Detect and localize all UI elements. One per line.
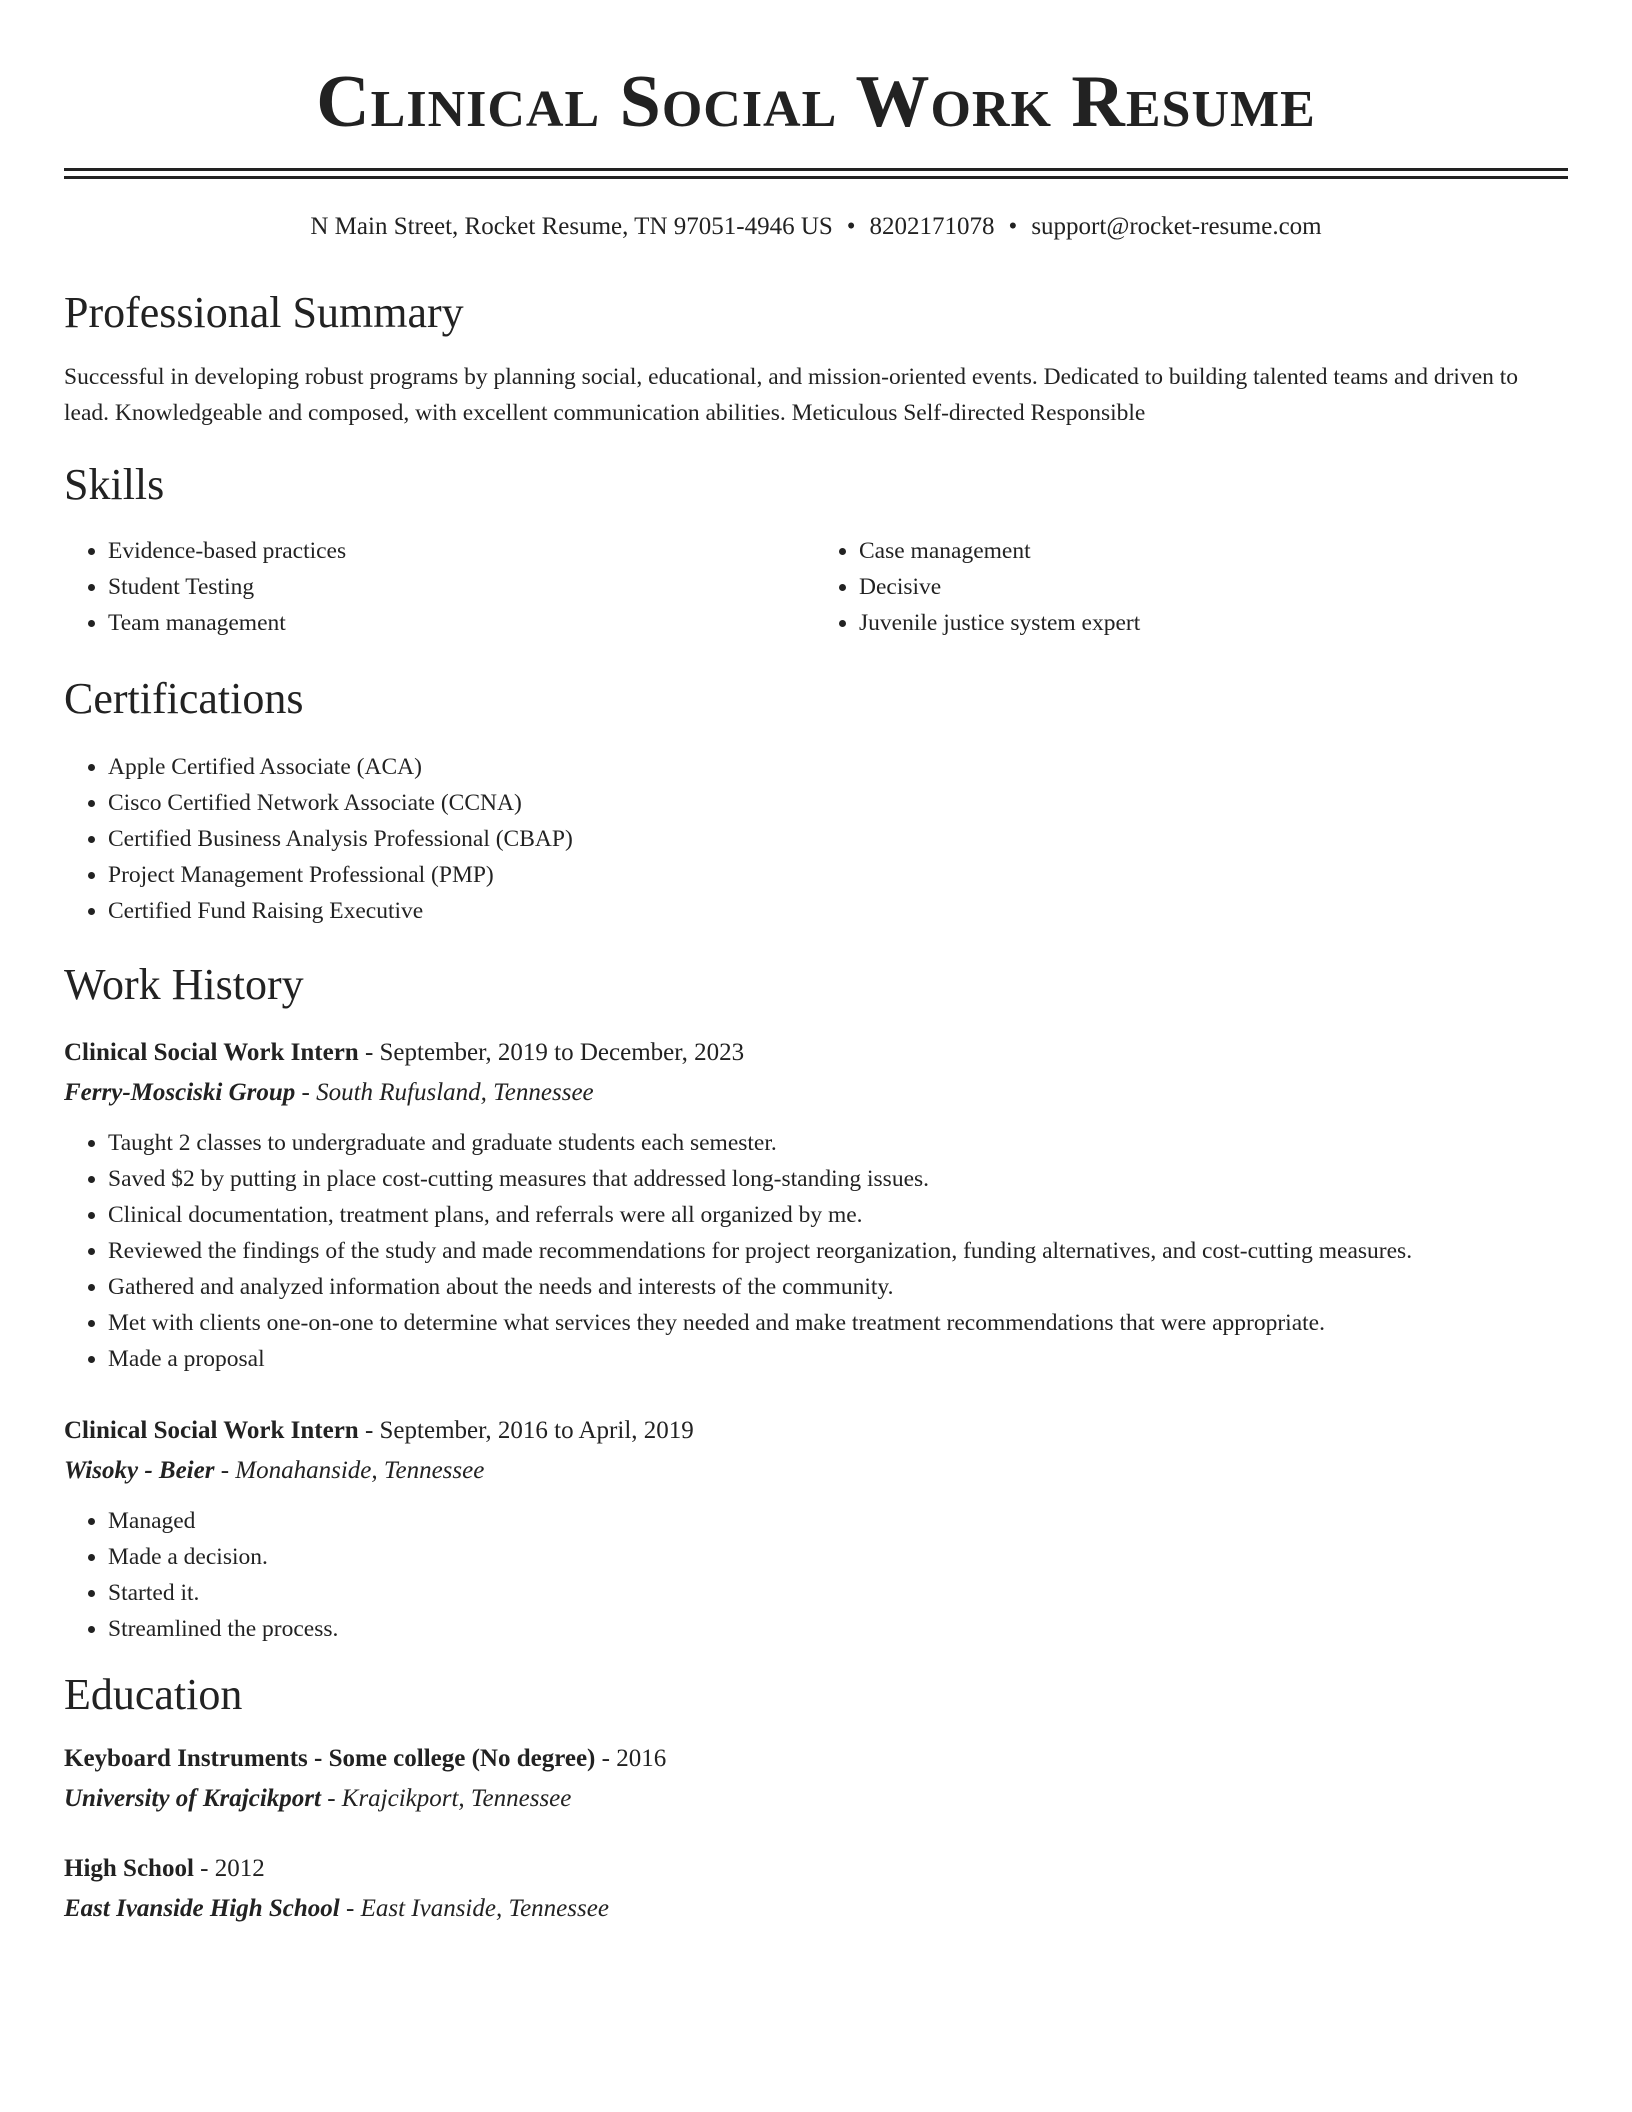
certification-item: • Certified Fund Raising Executive: [108, 893, 1568, 929]
skills-column-1: [64, 533, 817, 641]
summary-heading: Professional Summary: [64, 288, 464, 337]
certification-item: • Project Management Professional (PMP): [108, 857, 1568, 893]
certification-item: • Certified Business Analysis Professional (CBAP): [108, 821, 1568, 857]
job-organization: Wisoky - Beier: [64, 1457, 215, 1484]
job-bullet: • Met with clients one-on-one to determine what services they needed and make treatment recommendations that were appropriate.: [108, 1305, 1568, 1341]
education-location: - Krajcikport, Tennessee: [320, 1785, 572, 1812]
contact-separator: •: [1008, 213, 1018, 240]
skill-item: • Student Testing: [108, 569, 817, 605]
education-year: - 2012: [193, 1855, 265, 1882]
certification-item: • Apple Certified Associate (ACA): [108, 749, 1568, 785]
job-bullet: • Taught 2 classes to undergraduate and graduate students each semester.: [108, 1125, 1568, 1161]
contact-line: [64, 211, 1568, 243]
contact-address: N Main Street, Rocket Resume, TN 97051-4946 US: [310, 213, 833, 240]
education-location: - East Ivanside, Tennessee: [339, 1895, 609, 1922]
education-heading: Education: [64, 1670, 243, 1719]
title-divider: [64, 168, 1568, 179]
education-school-line: [64, 1889, 1568, 1929]
job-bullets: [64, 1503, 1568, 1647]
job-org-line: [64, 1451, 1568, 1491]
job-bullet: • Clinical documentation, treatment plans, and referrals were all organized by me.: [108, 1197, 1568, 1233]
education-school: East Ivanside High School: [64, 1895, 340, 1922]
certifications-list: [64, 749, 1568, 929]
contact-phone: 8202171078: [869, 213, 995, 240]
job-dates: - September, 2016 to April, 2019: [358, 1417, 694, 1444]
job-bullet: • Gathered and analyzed information about the needs and interests of the community.: [108, 1269, 1568, 1305]
job-bullet: • Streamlined the process.: [108, 1611, 1568, 1647]
work-history-heading: Work History: [64, 960, 304, 1009]
job-bullet: • Started it.: [108, 1575, 1568, 1611]
contact-email: support@rocket-resume.com: [1031, 213, 1322, 240]
skill-item: • Juvenile justice system expert: [859, 605, 1568, 641]
education-degree: High School: [64, 1855, 194, 1882]
job-bullets: [64, 1125, 1568, 1377]
job-role: Clinical Social Work Intern: [64, 1417, 359, 1444]
job-title-line: [64, 1033, 1568, 1073]
job-location: - Monahanside, Tennessee: [214, 1457, 485, 1484]
skill-item: • Decisive: [859, 569, 1568, 605]
job-location: - South Rufusland, Tennessee: [295, 1079, 594, 1106]
education-school-line: [64, 1779, 1568, 1819]
education-degree-line: [64, 1849, 1568, 1889]
skill-item: • Team management: [108, 605, 817, 641]
skills-column-2: [817, 533, 1568, 641]
job-org-line: [64, 1073, 1568, 1113]
job-bullet: • Reviewed the findings of the study and made recommendations for project reorganization, funding alternatives, and cost-cutting measures.: [108, 1233, 1568, 1269]
education-degree-line: [64, 1739, 1568, 1779]
job-entry: [64, 1033, 1568, 1377]
skill-item: • Case management: [859, 533, 1568, 569]
skill-item: • Evidence-based practices: [108, 533, 817, 569]
job-role: Clinical Social Work Intern: [64, 1039, 359, 1066]
job-dates: - September, 2019 to December, 2023: [358, 1039, 745, 1066]
certification-item: • Cisco Certified Network Associate (CCNA): [108, 785, 1568, 821]
job-organization: Ferry-Mosciski Group: [64, 1079, 296, 1106]
education-school: University of Krajcikport: [64, 1785, 321, 1812]
resume-title: Clinical Social Work Resume: [316, 61, 1316, 143]
skills-grid: [64, 533, 1568, 641]
summary-text: Successful in developing robust programs by planning social, educational, and mission-oriented events. Dedicated to building talented teams and driven to lead. Knowledgeable and composed, with excellent communication abilities. Meticulous Self-directed Responsible: [64, 364, 1519, 426]
education-year: - 2016: [595, 1745, 667, 1772]
education-entry: [64, 1739, 1568, 1819]
education-entry: [64, 1849, 1568, 1929]
certifications-heading: Certifications: [64, 674, 304, 723]
job-bullet: • Made a proposal: [108, 1341, 1568, 1377]
contact-separator: •: [846, 213, 856, 240]
job-bullet: • Saved $2 by putting in place cost-cutting measures that addressed long-standing issues.: [108, 1161, 1568, 1197]
skills-heading: Skills: [64, 460, 165, 509]
job-title-line: [64, 1411, 1568, 1451]
job-bullet: • Managed: [108, 1503, 1568, 1539]
education-degree: Keyboard Instruments - Some college (No degree): [64, 1745, 596, 1772]
job-bullet: • Made a decision.: [108, 1539, 1568, 1575]
job-entry: [64, 1411, 1568, 1647]
